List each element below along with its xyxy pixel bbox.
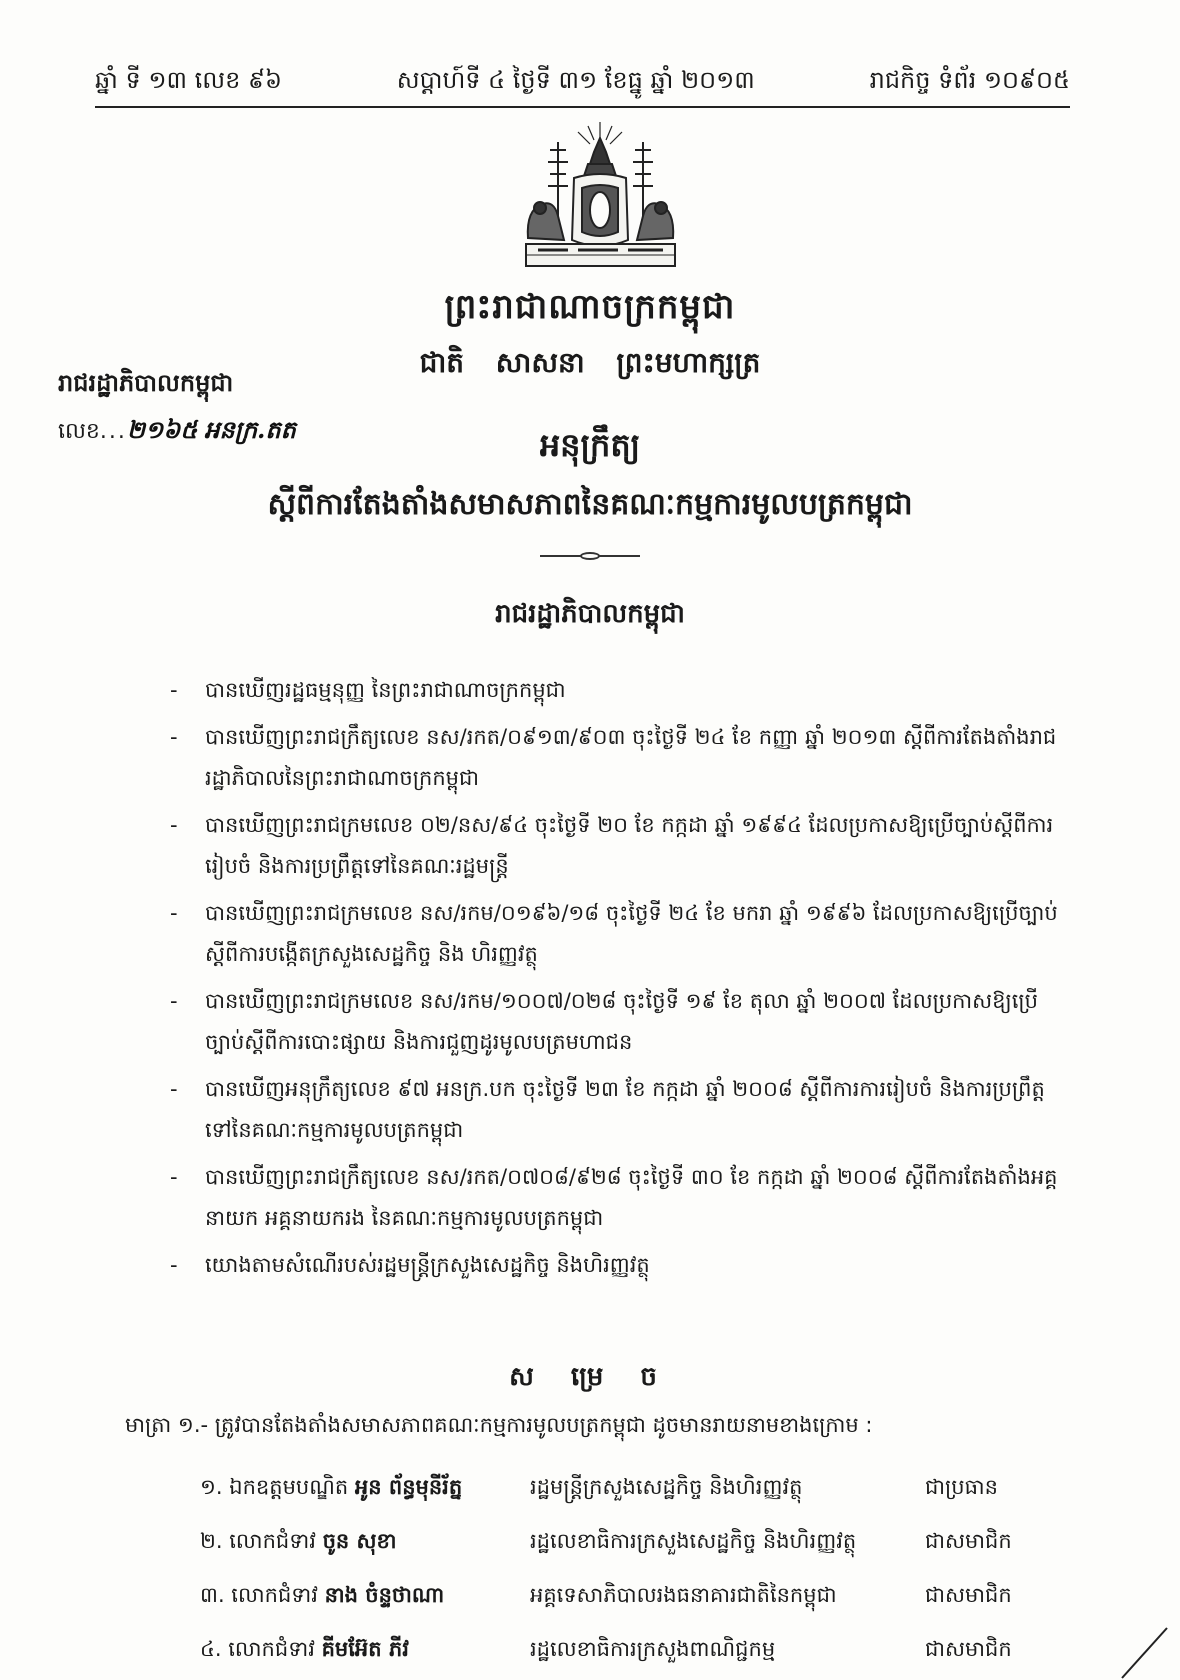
member-prefix: ១. ឯកឧត្តមបណ្ឌិត xyxy=(200,1474,349,1499)
member-position: អគ្គទេសាភិបាលរងធនាគារជាតិនៃកម្ពុជា xyxy=(530,1582,837,1607)
member-list xyxy=(200,1462,1080,1678)
issuing-authority: រាជរដ្ឋាភិបាលកម្ពុជា xyxy=(58,369,234,397)
member-position: រដ្ឋលេខាធិការក្រសួងសេដ្ឋកិច្ច និងហិរញ្ញវត្ថុ xyxy=(530,1528,857,1553)
government-heading: រាជរដ្ឋាភិបាលកម្ពុជា xyxy=(495,599,685,629)
page-number: រាជកិច្ច ទំព័រ ១០៩០៥ xyxy=(869,66,1070,94)
table-row xyxy=(200,1516,1080,1570)
table-row xyxy=(200,1462,1080,1516)
member-role: ជាសមាជិក xyxy=(925,1582,1012,1607)
member-fullname: ចូន សុខា xyxy=(322,1528,397,1553)
kingdom-name: ព្រះរាជាណាចក្រកម្ពុជា xyxy=(444,287,736,327)
table-row xyxy=(200,1570,1080,1624)
list-item: - បានឃើញព្រះរាជក្រមលេខ នស/រកម/០១៩៦/១៨ ចុះថ្ងៃទី ២៤ ខែ មករា ឆ្នាំ ១៩៩៦ ដែលប្រកាសឱ្យប្រើច្បាប់ស្តីពីការបង្កើតក្រសួងសេដ្ឋកិច្ច និង ហិរញ្ញវត្ថុ xyxy=(170,893,1070,975)
motto-word: សាសនា xyxy=(495,346,585,379)
decision-heading: ស ម្រេ ច xyxy=(509,1362,671,1392)
table-row xyxy=(200,1624,1080,1678)
member-prefix: ៣. លោកជំទាវ xyxy=(200,1582,318,1607)
list-item: - បានឃើញរដ្ឋធម្មនុញ្ញ នៃព្រះរាជាណាចក្រកម្ពុជា xyxy=(170,670,1070,711)
motto-word: ជាតិ xyxy=(419,346,465,379)
member-name xyxy=(200,1636,530,1667)
gazette-header xyxy=(95,58,1070,108)
issue-date: សប្តាហ៍ទី ៤ ថ្ងៃទី ៣១ ខែធ្នូ ឆ្នាំ ២០១៣ xyxy=(396,66,755,94)
member-name xyxy=(200,1582,530,1613)
member-name xyxy=(200,1474,530,1505)
article-1: មាត្រា ១.- ត្រូវបានតែងតាំងសមាសភាពគណៈកម្មការមូលបត្រកម្ពុជា ដូចមានរាយនាមខាងក្រោម : xyxy=(125,1413,873,1437)
ornamental-divider xyxy=(540,555,640,557)
list-item: - បានឃើញព្រះរាជក្រឹត្យលេខ នស/រកត/០៧០៨/៩២៨ ចុះថ្ងៃទី ៣០ ខែ កក្កដា ឆ្នាំ ២០០៨ ស្តីពីការតែងតាំងអគ្គនាយក អគ្គនាយករង នៃគណៈកម្មការមូលបត្រកម្ពុជា xyxy=(170,1157,1070,1239)
member-role: ជាសមាជិក xyxy=(925,1636,1012,1661)
list-item: - បានឃើញព្រះរាជក្រមលេខ ០២/នស/៩៤ ចុះថ្ងៃទី ២០ ខែ កក្កដា ឆ្នាំ ១៩៩៤ ដែលប្រកាសឱ្យប្រើច្បាប់ស្តីពីការរៀបចំ និងការប្រព្រឹត្តទៅនៃគណៈរដ្ឋមន្ត្រី xyxy=(170,805,1070,887)
member-name xyxy=(200,1528,530,1559)
member-fullname: អូន ព័ន្ធមុនីរ័ត្ន xyxy=(354,1474,463,1499)
list-item: - យោងតាមសំណើរបស់រដ្ឋមន្ត្រីក្រសួងសេដ្ឋកិច្ច និងហិរញ្ញវត្ថុ xyxy=(170,1245,1070,1286)
member-role: ជាសមាជិក xyxy=(925,1528,1012,1553)
issue-number: ឆ្នាំ ទី ១៣ លេខ ៩៦ xyxy=(95,66,282,94)
royal-coat-of-arms-icon xyxy=(518,120,683,280)
member-role: ជាប្រធាន xyxy=(925,1474,998,1499)
list-item: - បានឃើញព្រះរាជក្រឹត្យលេខ នស/រកត/០៩១៣/៩០៣ ចុះថ្ងៃទី ២៤ ខែ កញ្ញា ឆ្នាំ ២០១៣ ស្តីពីការតែងតាំងរាជរដ្ឋាភិបាលនៃព្រះរាជាណាចក្រកម្ពុជា xyxy=(170,717,1070,799)
member-prefix: ៤. លោកជំទាវ xyxy=(200,1636,315,1661)
document-type: អនុក្រឹត្យ xyxy=(539,426,641,464)
member-fullname: នាង ចំន្ទថាណា xyxy=(324,1582,445,1607)
list-item: - បានឃើញអនុក្រឹត្យលេខ ៩៧ អនក្រ.បក ចុះថ្ងៃទី ២៣ ខែ កក្កដា ឆ្នាំ ២០០៨ ស្តីពីការការរៀបចំ និងការប្រព្រឹត្តទៅនៃគណៈកម្មការមូលបត្រកម្ពុជា xyxy=(170,1069,1070,1151)
handwritten-number: ២១៦៥ xyxy=(126,415,198,444)
member-position: រដ្ឋលេខាធិការក្រសួងពាណិជ្ជកម្ម xyxy=(530,1636,776,1661)
number-suffix: អនក្រ.តត xyxy=(204,415,296,444)
number-label: លេខ xyxy=(58,419,100,444)
pen-stroke-mark xyxy=(1112,1620,1172,1680)
number-dots: ... xyxy=(99,419,127,444)
motto-word: ព្រះមហាក្សត្រ xyxy=(616,346,761,379)
member-fullname: គីមអ៊ែត ភីវ xyxy=(321,1636,409,1661)
member-position: រដ្ឋមន្ត្រីក្រសួងសេដ្ឋកិច្ច និងហិរញ្ញវត្ថុ xyxy=(530,1474,803,1499)
member-prefix: ២. លោកជំទាវ xyxy=(200,1528,316,1553)
document-subject: ស្តីពីការតែងតាំងសមាសភាពនៃគណៈកម្មការមូលបត្រកម្ពុជា xyxy=(267,487,913,522)
list-item: - បានឃើញព្រះរាជក្រមលេខ នស/រកម/១០០៧/០២៨ ចុះថ្ងៃទី ១៩ ខែ តុលា ឆ្នាំ ២០០៧ ដែលប្រកាសឱ្យប្រើច្បាប់ស្តីពីការបោះផ្សាយ និងការជួញដូរមូលបត្រមហាជន xyxy=(170,981,1070,1063)
preamble-list xyxy=(170,670,1070,1292)
